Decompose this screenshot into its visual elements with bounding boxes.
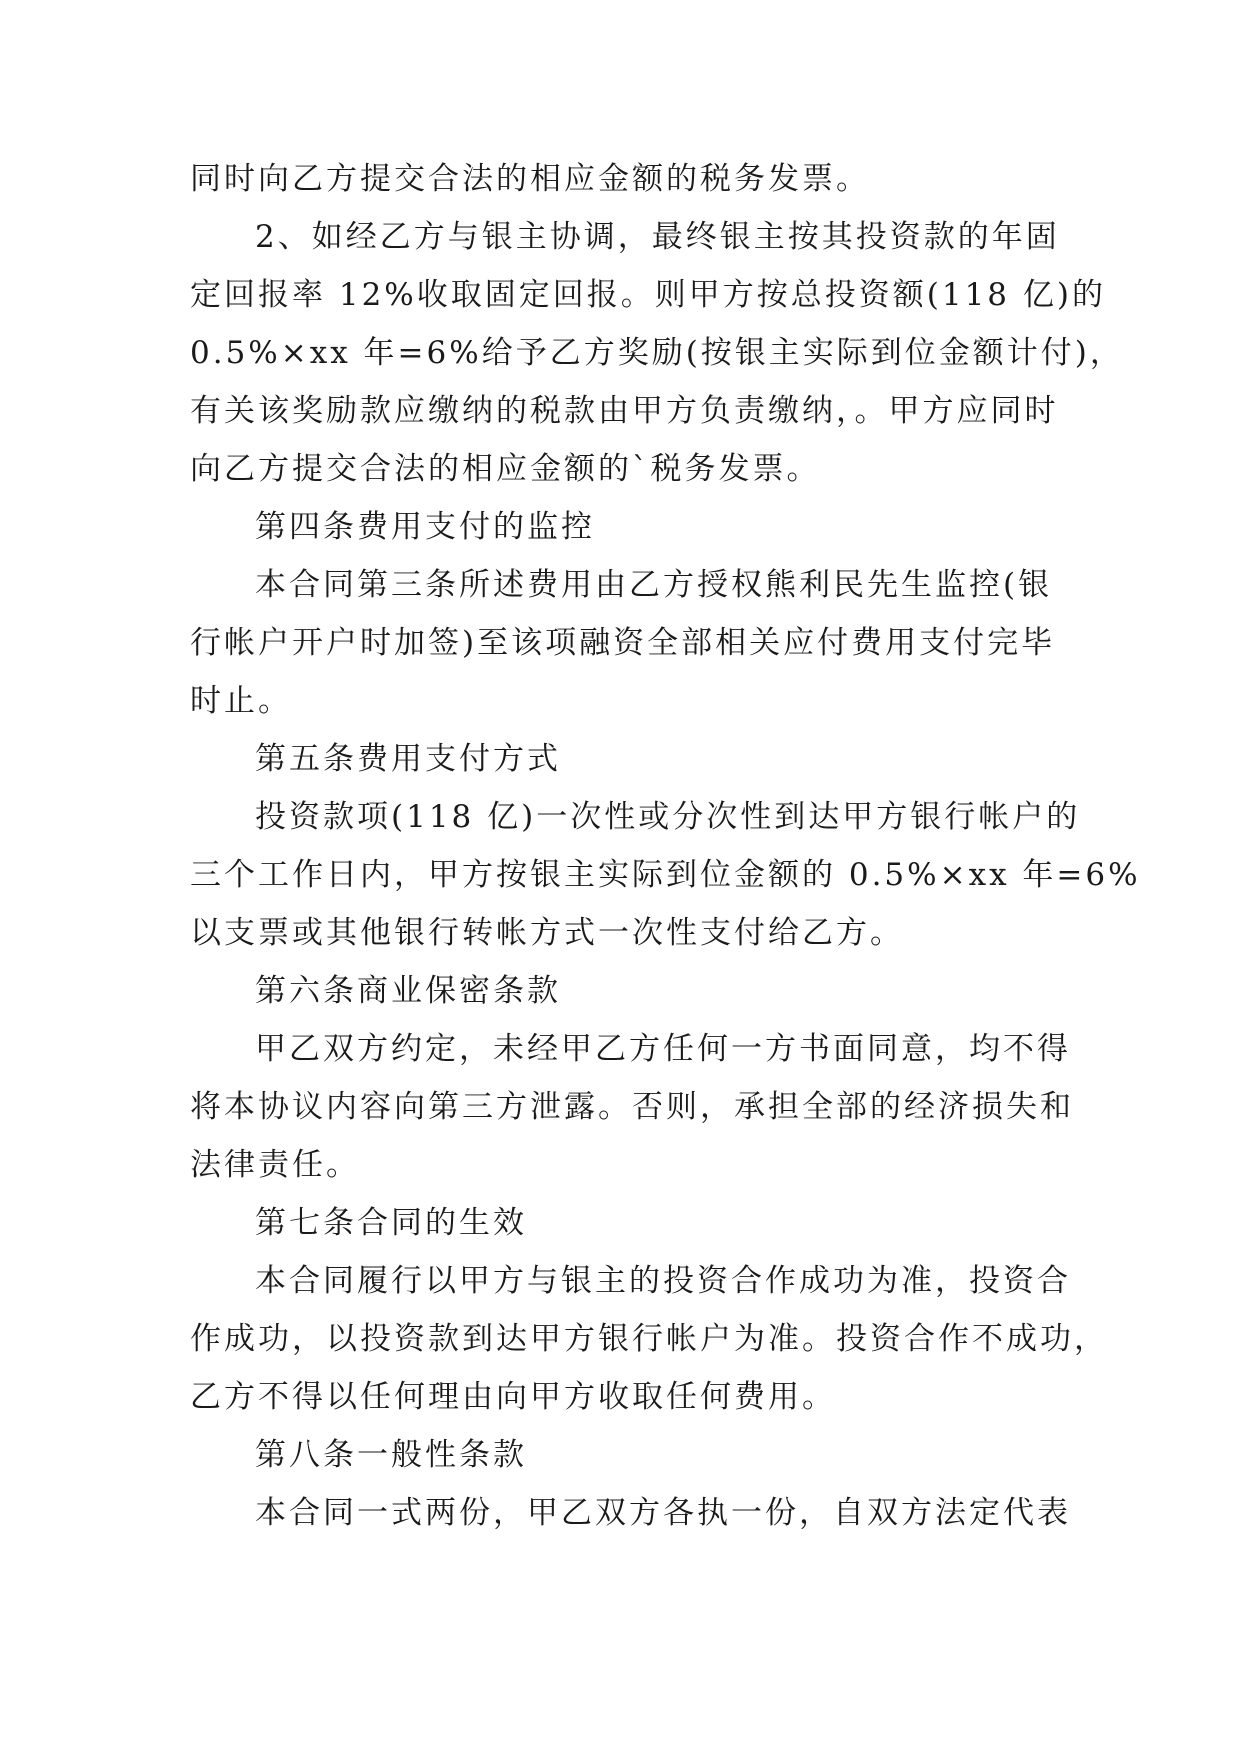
text-line: 作成功，以投资款到达甲方银行帐户为准。投资合作不成功， [190, 1321, 1108, 1357]
text-line: 将本协议内容向第三方泄露。否则，承担全部的经济损失和 [190, 1089, 1074, 1125]
section-heading-article-5: 第五条费用支付方式 [255, 741, 561, 777]
text-line: 行帐户开户时加签)至该项融资全部相关应付费用支付完毕 [190, 625, 1056, 661]
paragraph-start-line: 本合同履行以甲方与银主的投资合作成功为准，投资合 [255, 1263, 1071, 1299]
paragraph-start-line: 本合同第三条所述费用由乙方授权熊利民先生监控(银 [255, 567, 1053, 603]
text-line: 乙方不得以任何理由向甲方收取任何费用。 [190, 1379, 836, 1415]
section-heading-article-6: 第六条商业保密条款 [255, 973, 561, 1009]
text-line: 时止。 [190, 683, 292, 719]
section-heading-article-7: 第七条合同的生效 [255, 1205, 527, 1241]
section-heading-article-8: 第八条一般性条款 [255, 1437, 527, 1473]
paragraph-start-line: 2、如经乙方与银主协调，最终银主按其投资款的年固 [255, 219, 1060, 255]
text-line: 定回报率 12%收取固定回报。则甲方按总投资额(118 亿)的 [190, 277, 1106, 313]
text-line: 同时向乙方提交合法的相应金额的税务发票。 [190, 161, 870, 197]
paragraph-start-line: 投资款项(118 亿)一次性或分次性到达甲方银行帐户的 [255, 799, 1081, 835]
text-line: 有关该奖励款应缴纳的税款由甲方负责缴纳，。甲方应同时 [190, 393, 1059, 429]
text-line: 0.5%×xx 年=6%给予乙方奖励(按银主实际到位金额计付)， [190, 335, 1124, 371]
text-line: 以支票或其他银行转帐方式一次性支付给乙方。 [190, 915, 904, 951]
section-heading-article-4: 第四条费用支付的监控 [255, 509, 595, 545]
paragraph-start-line: 甲乙双方约定，未经甲乙方任何一方书面同意，均不得 [255, 1031, 1071, 1067]
document-body [190, 150, 1141, 1542]
paragraph-start-line: 本合同一式两份，甲乙双方各执一份，自双方法定代表 [255, 1495, 1071, 1531]
text-line: 向乙方提交合法的相应金额的`税务发票。 [190, 451, 821, 487]
text-line: 三个工作日内，甲方按银主实际到位金额的 0.5%×xx 年=6% [190, 857, 1141, 893]
text-line: 法律责任。 [190, 1147, 360, 1183]
